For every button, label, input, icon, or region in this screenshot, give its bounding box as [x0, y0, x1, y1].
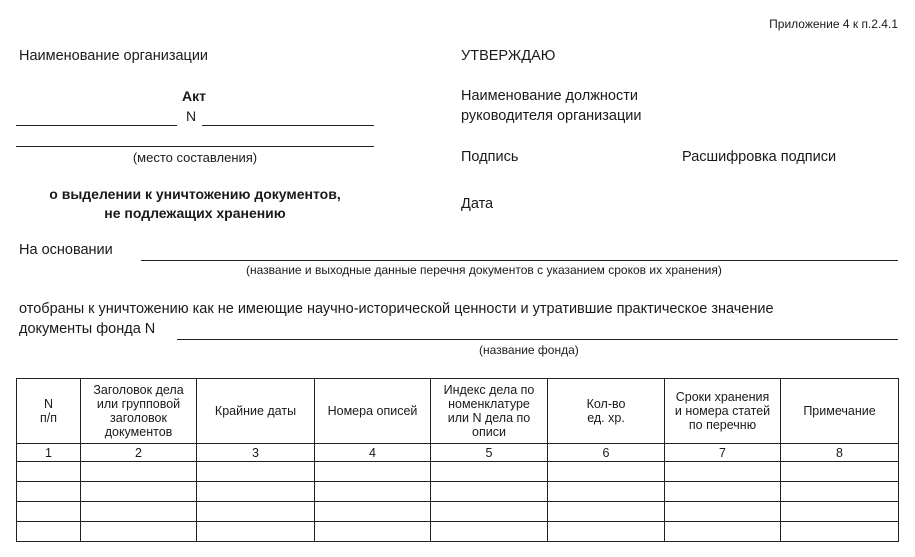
column-number: 1	[17, 444, 81, 462]
fund-line[interactable]	[177, 339, 898, 340]
signature-label: Подпись	[461, 149, 519, 165]
table-cell[interactable]	[548, 482, 665, 502]
column-header-6	[548, 379, 665, 444]
column-header-8	[781, 379, 899, 444]
table-header-row	[17, 379, 899, 444]
table-row	[17, 482, 899, 502]
column-header-line: N	[43, 397, 54, 411]
column-header-line: п/п	[39, 411, 57, 425]
column-header-line: Сроки хранения	[675, 390, 770, 404]
basis-label: На основании	[19, 242, 113, 258]
column-number: 8	[781, 444, 899, 462]
table-cell[interactable]	[548, 522, 665, 542]
column-header-line: по перечню	[688, 418, 757, 432]
act-title: Акт	[182, 88, 206, 104]
table-cell[interactable]	[548, 502, 665, 522]
table-cell[interactable]	[81, 522, 197, 542]
table-cell[interactable]	[17, 522, 81, 542]
column-header-line: номенклатуре	[448, 397, 530, 411]
table-cell[interactable]	[781, 502, 899, 522]
table-cell[interactable]	[665, 502, 781, 522]
table-cell[interactable]	[315, 522, 431, 542]
organization-label: Наименование организации	[19, 48, 209, 64]
column-header-2	[81, 379, 197, 444]
table-cell[interactable]	[17, 462, 81, 482]
column-number: 4	[315, 444, 431, 462]
column-header-7	[665, 379, 781, 444]
table-row	[17, 522, 899, 542]
place-caption: (место составления)	[132, 150, 258, 165]
column-header-line: описи	[472, 425, 506, 439]
table-cell[interactable]	[431, 482, 548, 502]
column-header-line: Кол-во	[586, 397, 626, 411]
column-header-line: ед. хр.	[587, 411, 625, 425]
approve-label: УТВЕРЖДАЮ	[461, 48, 556, 64]
table-row	[17, 502, 899, 522]
act-number-line[interactable]	[202, 125, 374, 126]
act-subject-line2: не подлежащих хранению	[104, 205, 286, 221]
basis-caption: (название и выходные данные перечня документов с указанием сроков их хранения)	[246, 263, 722, 277]
column-number: 3	[197, 444, 315, 462]
table-cell[interactable]	[81, 462, 197, 482]
table-cell[interactable]	[781, 482, 899, 502]
column-header-line: Номера описей	[327, 404, 418, 418]
fund-caption: (название фонда)	[479, 343, 579, 357]
table-cell[interactable]	[431, 502, 548, 522]
column-header-line: Примечание	[803, 404, 876, 418]
basis-line[interactable]	[141, 260, 898, 261]
selected-line2: документы фонда N	[19, 321, 156, 337]
table-cell[interactable]	[81, 502, 197, 522]
date-label: Дата	[461, 196, 494, 212]
column-header-line: Заголовок дела	[93, 383, 184, 397]
column-header-5	[431, 379, 548, 444]
table-cell[interactable]	[781, 522, 899, 542]
table-cell[interactable]	[431, 522, 548, 542]
column-header-line: Крайние даты	[214, 404, 297, 418]
table-cell[interactable]	[431, 462, 548, 482]
column-header-line: и номера статей	[674, 404, 771, 418]
column-header-line: или групповой	[96, 397, 181, 411]
table-row	[17, 462, 899, 482]
column-number-row	[17, 444, 899, 462]
column-header-line: или N дела по	[447, 411, 531, 425]
act-date-line[interactable]	[16, 125, 177, 126]
table-cell[interactable]	[665, 462, 781, 482]
position-line1: Наименование должности	[461, 88, 638, 104]
position-line2: руководителя организации	[461, 108, 642, 124]
column-header-4	[315, 379, 431, 444]
table-cell[interactable]	[781, 462, 899, 482]
signature-decoding-label: Расшифровка подписи	[682, 149, 837, 165]
column-header-1	[17, 379, 81, 444]
column-number: 6	[548, 444, 665, 462]
column-number: 2	[81, 444, 197, 462]
column-header-line: заголовок	[110, 411, 167, 425]
table-cell[interactable]	[315, 462, 431, 482]
table-cell[interactable]	[17, 482, 81, 502]
appendix-note: Приложение 4 к п.2.4.1	[769, 17, 898, 31]
table-cell[interactable]	[197, 522, 315, 542]
table-cell[interactable]	[197, 502, 315, 522]
selected-line1: отобраны к уничтожению как не имеющие научно-исторической ценности и утратившие практическое значение	[19, 301, 774, 317]
column-header-3	[197, 379, 315, 444]
act-subject-line1: о выделении к уничтожению документов,	[49, 186, 341, 202]
place-line[interactable]	[16, 146, 374, 147]
column-number: 5	[431, 444, 548, 462]
table-cell[interactable]	[665, 522, 781, 542]
table-cell[interactable]	[315, 482, 431, 502]
act-number-label: N	[186, 108, 197, 124]
table-cell[interactable]	[665, 482, 781, 502]
column-header-line: Индекс дела по	[443, 383, 535, 397]
column-header-line: документов	[104, 425, 173, 439]
table-cell[interactable]	[81, 482, 197, 502]
table-cell[interactable]	[17, 502, 81, 522]
table-cell[interactable]	[315, 502, 431, 522]
documents-table	[16, 378, 899, 542]
table-cell[interactable]	[197, 462, 315, 482]
column-number: 7	[665, 444, 781, 462]
table-cell[interactable]	[197, 482, 315, 502]
table-cell[interactable]	[548, 462, 665, 482]
